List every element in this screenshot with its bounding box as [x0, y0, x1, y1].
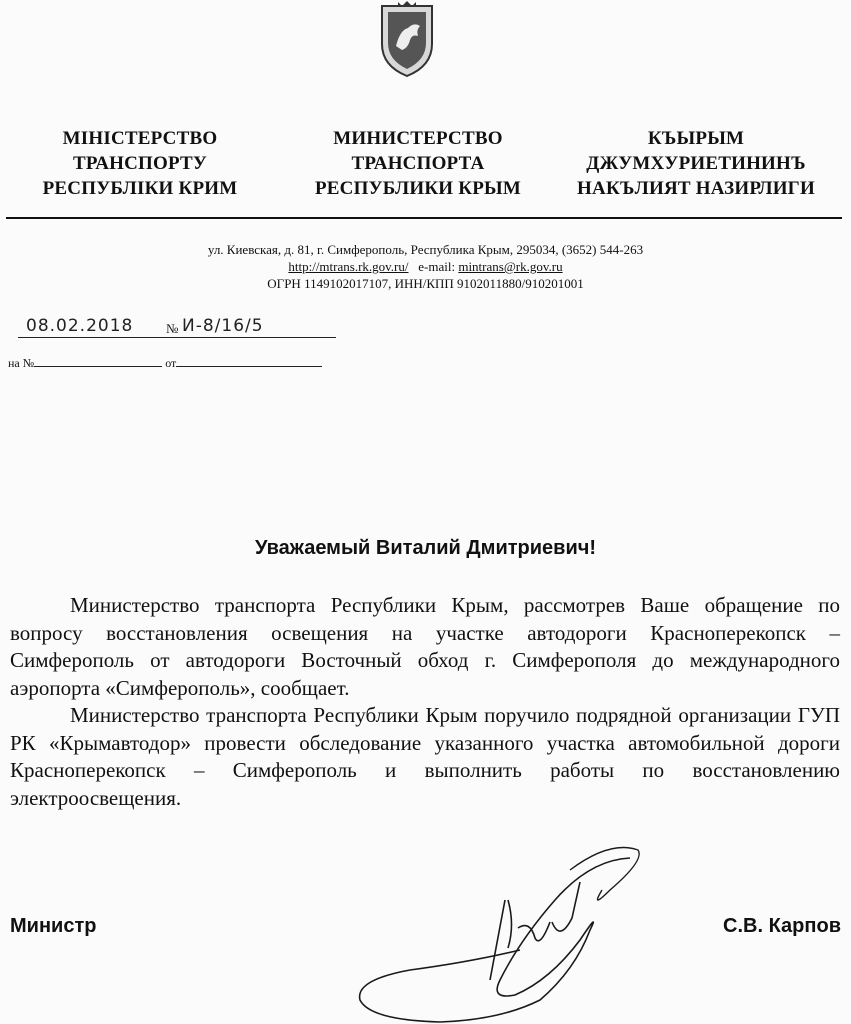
header-line: РЕСПУБЛІКИ КРИМ [42, 178, 238, 199]
header-line: МІНІСТЕРСТВО [62, 128, 218, 149]
signer-position: Министр [10, 915, 97, 937]
header-line: КЪЫРЫМ [647, 128, 745, 149]
header-divider [6, 217, 842, 219]
reference-label: на № [8, 356, 35, 370]
email-label: e-mail: [418, 259, 456, 274]
header-line: ТРАНСПОРТА [351, 153, 485, 174]
email-link[interactable]: mintrans@rk.gov.ru [458, 259, 563, 274]
handwritten-signature [340, 830, 660, 1024]
coat-of-arms-icon [378, 0, 436, 78]
paragraph: Министерство транспорта Республики Крым, рассмотрев Ваше обращение по вопросу восстановления освещения на участке автодороги Красноперекопск – Симферополь от автодороги Восточный обход г. Симферополя до международного аэропорта «Симферополь», сообщает. [10, 593, 840, 700]
contact-block [0, 241, 851, 292]
paragraph: Министерство транспорта Республики Крым поручило подрядной организации ГУП РК «Крымавтодор» провести обследование указанного участка автомобильной дороги Красноперекопск – Симферополь и выполнить работы по восстановлению электроосвещения. [10, 703, 840, 810]
registration-number: И-8/16/5 [182, 316, 264, 336]
header-line: МИНИСТЕРСТВО [333, 128, 503, 149]
web-line [0, 258, 851, 275]
ogrn-line: ОГРН 1149102017107, ИНН/КПП 9102011880/910201001 [267, 276, 584, 291]
greeting: Уважаемый Виталий Дмитриевич! [254, 537, 597, 559]
signer-name: С.В. Карпов [723, 915, 841, 937]
registration-date: 08.02.2018 [26, 316, 134, 336]
number-sign: № [166, 321, 179, 336]
from-label: от [165, 356, 177, 370]
header-ukrainian [20, 126, 260, 201]
header-line: ДЖУМХУРИЕТИНИНЪ [586, 153, 806, 174]
reference-blank [34, 354, 162, 367]
letter-body [10, 592, 840, 812]
registration-underline [18, 337, 336, 338]
address-line: ул. Киевская, д. 81, г. Симферополь, Республика Крым, 295034, (3652) 544-263 [207, 242, 644, 257]
registration-line [8, 316, 338, 340]
header-line: РЕСПУБЛИКИ КРЫМ [314, 178, 522, 199]
header-line: ТРАНСПОРТУ [72, 153, 208, 174]
reference-line [8, 354, 322, 371]
header-crimean-tatar [556, 126, 836, 201]
from-blank [176, 354, 322, 367]
website-link[interactable]: http://mtrans.rk.gov.ru/ [288, 259, 409, 274]
header-russian [293, 126, 543, 201]
header-line: НАКЪЛИЯТ НАЗИРЛИГИ [577, 178, 815, 199]
